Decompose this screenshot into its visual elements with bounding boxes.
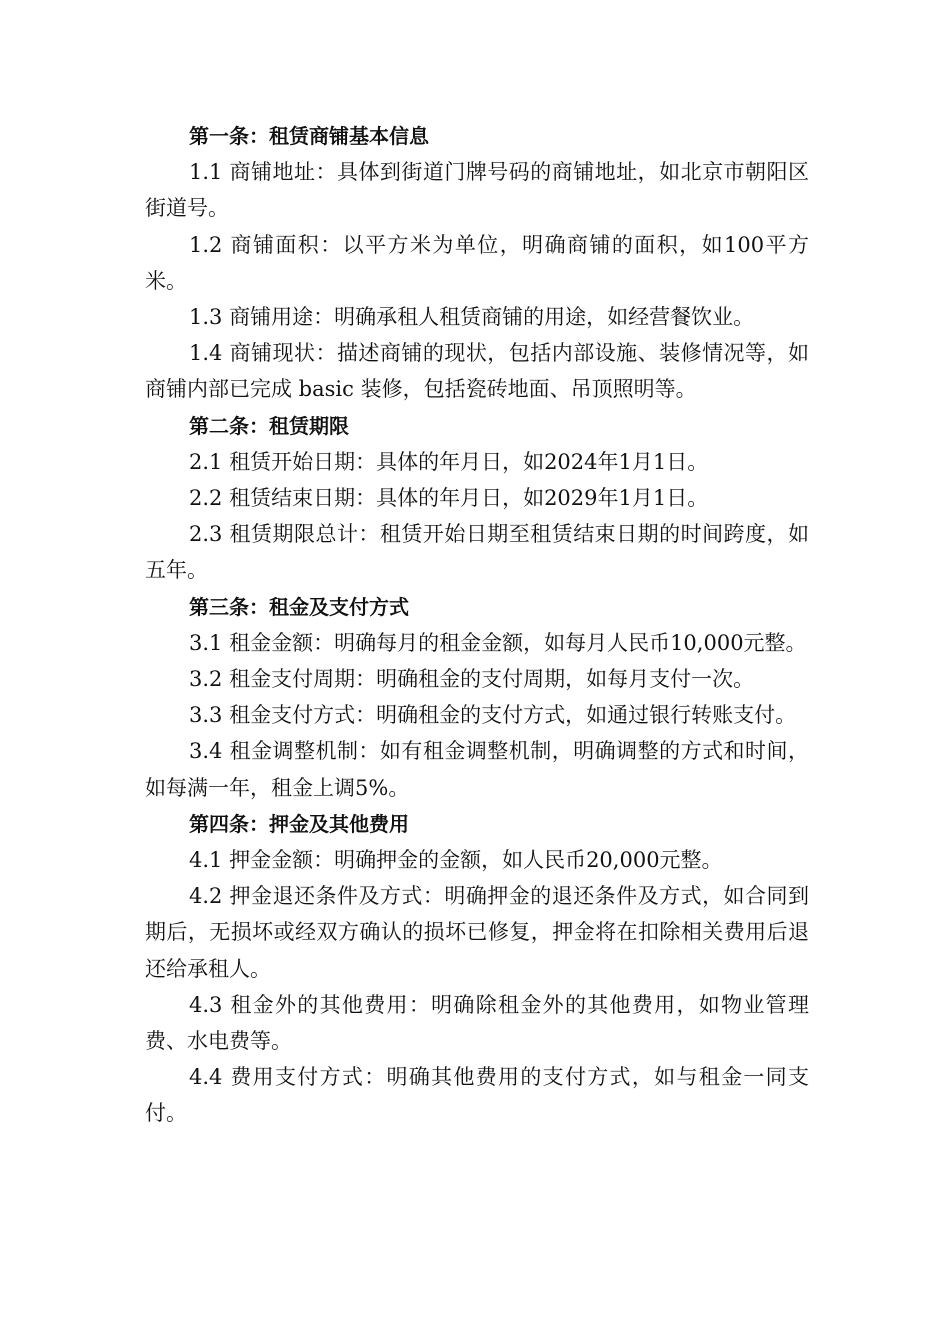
clause-paragraph: 4.2 押金退还条件及方式：明确押金的退还条件及方式，如合同到期后，无损坏或经双方确认的损坏已修复，押金将在扣除相关费用后退还给承租人。 bbox=[145, 884, 809, 981]
section-4 bbox=[145, 806, 809, 1132]
clause-paragraph: 2.3 租赁期限总计：租赁开始日期至租赁结束日期的时间跨度，如五年。 bbox=[145, 522, 809, 583]
clause-paragraph: 3.3 租金支付方式：明确租金的支付方式，如通过银行转账支付。 bbox=[189, 703, 797, 728]
section-1 bbox=[145, 118, 809, 408]
clause-paragraph: 2.1 租赁开始日期：具体的年月日，如2024年1月1日。 bbox=[189, 449, 709, 474]
clause-paragraph: 4.3 租金外的其他费用：明确除租金外的其他费用，如物业管理费、水电费等。 bbox=[145, 992, 809, 1054]
clause-paragraph: 3.2 租金支付周期：明确租金的支付周期，如每月支付一次。 bbox=[189, 667, 755, 692]
clause-paragraph: 1.1 商铺地址：具体到街道门牌号码的商铺地址，如北京市朝阳区街道号。 bbox=[145, 160, 809, 221]
clause-paragraph: 4.1 押金金额：明确押金的金额，如人民币20,000元整。 bbox=[189, 848, 723, 873]
clause-paragraph: 4.4 费用支付方式：明确其他费用的支付方式，如与租金一同支付。 bbox=[145, 1065, 809, 1126]
section-3 bbox=[145, 589, 809, 806]
clause-paragraph: 3.4 租金调整机制：如有租金调整机制，明确调整的方式和时间，如每满一年，租金上调5%。 bbox=[145, 739, 809, 800]
section-heading: 第四条：押金及其他费用 bbox=[189, 811, 409, 836]
section-heading: 第二条：租赁期限 bbox=[189, 413, 349, 438]
section-heading: 第一条：租赁商铺基本信息 bbox=[189, 124, 429, 148]
section-2 bbox=[145, 408, 809, 589]
clause-paragraph: 1.2 商铺面积：以平方米为单位，明确商铺的面积，如100平方米。 bbox=[145, 232, 809, 293]
clause-paragraph: 1.3 商铺用途：明确承租人租赁商铺的用途，如经营餐饮业。 bbox=[189, 305, 755, 330]
clause-paragraph: 1.4 商铺现状：描述商铺的现状，包括内部设施、装修情况等，如商铺内部已完成 basic 装修，包括瓷砖地面、吊顶照明等。 bbox=[145, 341, 809, 402]
clause-paragraph: 2.2 租赁结束日期：具体的年月日，如2029年1月1日。 bbox=[189, 486, 709, 511]
document-body bbox=[145, 118, 809, 1132]
clause-paragraph: 3.1 租金金额：明确每月的租金金额，如每月人民币10,000元整。 bbox=[189, 630, 807, 655]
section-heading: 第三条：租金及支付方式 bbox=[189, 594, 409, 619]
